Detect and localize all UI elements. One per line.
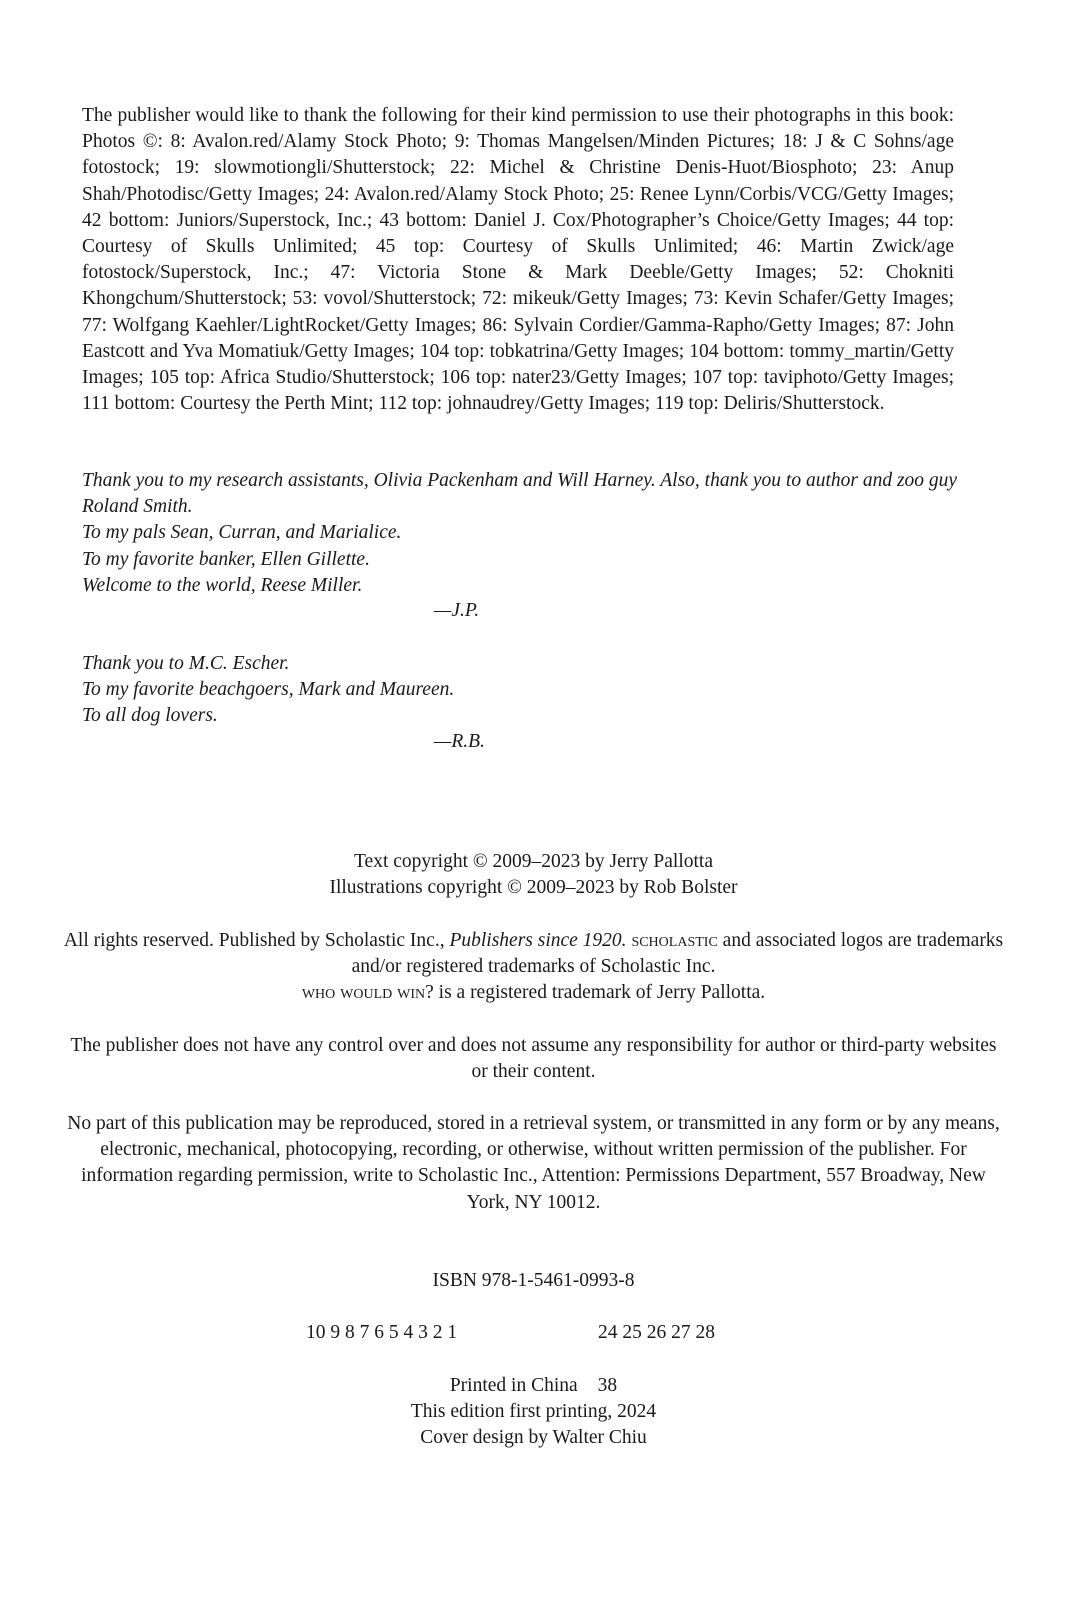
dedication-line: Thank you to M.C. Escher. [82,653,290,674]
rights-notice [60,928,1007,1007]
reproduction-text: No part of this publication may be reproduced, stored in a retrieval system, or transmitted in any form or by any means, electronic, mechanical, photocopying, recording, or otherwise, without written permission of the publisher. For information regarding permission, write to Scholastic Inc., Attention: Permissions Department, 557 Broadway, New York, NY 10012. [67,1113,1000,1213]
dedication-line: To my favorite banker, Ellen Gillette. [82,548,370,570]
isbn-text: ISBN 978-1-5461-0993-8 [432,1270,635,1291]
printed-in: Printed in China [449,1375,578,1396]
edition-line: This edition first printing, 2024 [410,1401,657,1423]
illustrations-copyright: Illustrations copyright © 2009–2023 by Rob Bolster [329,877,738,899]
dedication-line: Welcome to the world, Reese Miller. [82,574,363,596]
reproduction-notice [60,1111,1007,1216]
rights-text: ? is a registered trademark of Jerry Pallotta. [425,982,766,1004]
scholastic-trademark: scholastic [631,930,718,951]
rights-text: and associated logos are trademarks and/or registered trademarks of Scholastic Inc. [351,930,1004,978]
printer-code: 38 [597,1375,618,1396]
print-year-numbers: 24 25 26 27 28 [598,1322,715,1343]
dedication-rb [82,651,962,730]
dedication-line: To my favorite beachgoers, Mark and Maureen. [82,679,455,701]
dedication-jp [82,468,962,599]
dedication-line: Thank you to my research assistants, Olivia Packenham and Will Harney. Also, thank you to author and zoo guy Roland Smith. [82,470,958,518]
disclaimer-text: The publisher does not have any control over and does not assume any responsibility for author or third-party websites or their content. [70,1035,997,1083]
publishers-since: Publishers since 1920. [449,930,627,951]
signature-rb: —R.B. [434,731,485,752]
printed-in-line [60,1373,1007,1399]
photo-credits: The publisher would like to thank the following for their kind permission to use their photographs in this book: Photos ©: 8: Avalon.red/Alamy Stock Photo; 9: Thomas Mangelsen/Minden Pictures; 18: J & C Sohns/age fotostock; 19: slowmotiongli/Shutterstock; 22: Michel & Christine Denis-Huot/Biosphoto; 23: Anup Shah/Photodisc/Getty Images; 24: Avalon.red/Alamy Stock Photo; 25: Renee Lynn/Corbis/VCG/Getty Images; 42 bottom: Juniors/Superstock, Inc.; 43 bottom: Daniel J. Cox/Photographer’s Choice/Getty Images; 44 top: Courtesy of Skulls Unlimited; 45 top: Courtesy of Skulls Unlimited; 46: Martin Zwick/age fotostock/Superstock, Inc.; 47: Victoria Stone & Mark Deeble/Getty Images; 52: Chokniti Khongchum/Shutterstock; 53: vovol/Shutterstock; 72: mikeuk/Getty Images; 73: Kevin Schafer/Getty Images; 77: Wolfgang Kaehler/LightRocket/Getty Images; 86: Sylvain Cordier/Gamma-Rapho/Getty Images; 87: John Eastcott and Yva Momatiuk/Getty Images; 104 top: tobkatrina/Getty Images; 104 bottom: tommy_martin/Getty Images; 105 top: Africa Studio/Shutterstock; 106 top: nater23/Getty Images; 107 top: taviphoto/Getty Images; 111 bottom: Courtesy the Perth Mint; 112 top: johnaudrey/Getty Images; 119 top: Deliris/Shutterstock. [82,105,954,415]
who-would-win-trademark: who would win [301,982,426,1004]
copyright-notice [60,849,1007,901]
isbn [60,1268,1007,1294]
cover-design-line: Cover design by Walter Chiu [420,1427,647,1449]
dedication-line: To all dog lovers. [82,705,218,727]
print-run-numbers: 10 9 8 7 6 5 4 3 2 1 [306,1322,458,1343]
text-copyright: Text copyright © 2009–2023 by Jerry Pallotta [354,851,713,872]
printing-info [60,1373,1007,1452]
dedication-line: To my pals Sean, Curran, and Marialice. [82,522,402,544]
signature-jp: —J.P. [434,600,480,621]
rights-paragraph [60,928,1007,1007]
website-disclaimer [60,1033,1007,1085]
rights-text: All rights reserved. Published by Scholastic Inc., [63,930,450,951]
